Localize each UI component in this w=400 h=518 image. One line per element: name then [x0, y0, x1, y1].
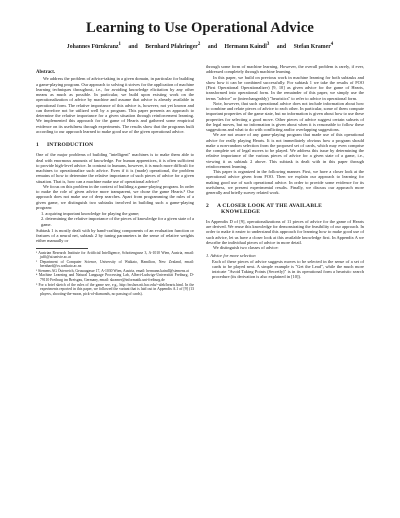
body-paragraph: One of the major problems of building "intelligent" machines is to make them able to deal with enormous amounts of knowledge. For human apprentices, it is often sufficient to provide high-level advice. In contrast to humans, however, it is much more difficult for machines to operationalize such advice. Even if it is (made) operational, the problem remains of how to determine the relative importance of such pieces of advice for a given situation. That is, how can a machine make use of operational advice? — [36, 152, 194, 184]
section-title: INTRODUCTION — [46, 142, 94, 148]
body-paragraph: Subtask 1 is mostly dealt with by hand-crafting components of an evaluation function or features of a neural net, subtask 2 by tuning parameters in the sense of relative weights either manually or — [36, 227, 194, 244]
author-mark: 2 — [197, 42, 201, 47]
and-word: and — [128, 43, 138, 50]
footnote: ¹ Austrian Research Institute for Artificial Intelligence, Schottengasse 3, A-1010 Wien, Austria, email: juffi@ai.univie.ac.at — [36, 250, 194, 260]
left-column — [36, 70, 194, 296]
body-paragraph: Note, however, that such operational advice does not include information about how to combine and relate pieces of advice to each other. In particular, some of them compute important properties of the game state, but no information is given about how to use these properties for selecting a good move. Other pieces of advice suggest certain subsets of the legal moves, but no information is given about when it is reasonable to follow these suggestions and what to do with conflicting and/or overlapping suggestions. — [206, 100, 364, 132]
section-number: 2 — [206, 203, 209, 210]
section-title: A CLOSER LOOK AT THE AVAILABLE — [216, 203, 322, 210]
body-paragraph: We focus on this problem in the context of building a game-playing program. In order to make the role of given advice more transparent, we chose the game Hearts.⁵ Our approach does not make use of deep searches. Apart from programming the rules of a given game, we distinguish two subtasks involved in building such a game-playing program: — [36, 183, 194, 210]
footnote: ² Department of Computer Science, University of Waikato, Hamilton, New Zealand, email: bernhard@cs.waikato.ac.nz — [36, 259, 194, 269]
section-heading — [206, 204, 364, 215]
and-word: and — [276, 43, 287, 50]
abstract-heading: Abstract. — [36, 70, 56, 75]
footnote: ⁴ Machine Learning and Natural Language Processing Lab, Albert-Ludwigs-Universität Freiburg, D-79110 Freiburg im Breisgau, Germany, email: skramer@informatik.uni-freiburg.de — [36, 273, 194, 283]
list-item: 1. acquiring important knowledge for playing the game; — [41, 211, 140, 216]
author-name: Stefan Kramer — [293, 43, 331, 50]
subtask-list — [36, 211, 194, 227]
footnote: ⁵ For a brief sketch of the rules of the game see, e.g., http://mslsrn.nit.bac.edu/~alek/hearts.html. In the experiments reported in this paper, we followed the variant that is laid out in Appendix A.1 of [9] (13 players, shooting-the-moon, pick-of-diamonds, no passing of cards). — [36, 282, 194, 296]
body-paragraph: In this paper, we build on previous work in machine learning for both subtasks and show how it can be combined successfully. For subtask 1 we take the results of FOO (First Operational Operationalizer) [9, 10] as given advice for the game of Hearts, transformed into operational form. In the remainder of this paper, we simply use the terms "advice" or (interchangeably) "heuristics" to refer to advice in operational form. — [206, 74, 364, 101]
author-mark: 4 — [330, 42, 334, 47]
author-mark: 3 — [266, 42, 270, 47]
body-paragraph: We are not aware of any game-playing program that made use of this operational advice for really playing Hearts. It is not immediately obvious how a program should make a non-random selection from the proposed set of cards, which may even comprise the complete set of legal moves to be played. We address this issue by determining the relative importance of the various pieces of advice for a given state of a game, i.e., viewing it as subtask 2 above. This subtask is dealt with in this paper through reinforcement learning. — [206, 132, 364, 169]
right-column — [206, 64, 364, 280]
section-heading — [36, 143, 194, 148]
abstract-text: We address the problem of advice-taking in a given domain, in particular for building a game-playing program. Our approach to solving it strives for the application of machine learning techniques throughout, i.e., for avoiding knowledge elicitation by any other means as much as possible. In particular, we build upon existing work on the operationalization of advice by machine and assume that advice is already available in operational form. The relative importance of this advice is, however, not yet known and can therefore not be utilized well by a program. This paper presents an approach to determine the relative importance for a given situation through reinforcement learning. We implemented this approach for the game of Hearts and gathered some empirical evidence on its usefulness through experiments. The results show that the programs built according to our approach learned to make good use of the given operational advice. — [36, 76, 195, 134]
author-name: Hermann Kaindl — [224, 43, 267, 50]
body-paragraph: Each of these pieces of advice suggests moves to be selected in the sense of a set of cards to be played next. A simple example is "Get the Lead", while the much more intricate "Avoid Taking Points (Secretly)" is in its operational form a heuristic search procedure (its derivation is also explained in [10]). — [212, 258, 364, 280]
section-title-continued: KNOWLEDGE — [221, 208, 261, 215]
body-paragraph: We distinguish two classes of advice: — [213, 245, 279, 250]
author-mark: 1 — [118, 42, 121, 47]
body-paragraph: In Appendix D of [9], operationalizations of 11 pieces of advice for the game of Hearts are derived. We reuse this knowledge for demonstrating the feasibility of our approach. In order to make it easier to understand this approach for learning how to make good use of such advice, let us have a closer look at this available knowledge first. In Appendix A we describe the individual pieces of advice in more detail. — [206, 218, 364, 245]
author-line — [0, 42, 400, 50]
list-item: 2. determining the relative importance of the pieces of knowledge for a given state of a game. — [41, 216, 194, 227]
and-word: and — [207, 43, 218, 50]
footnote: ³ Siemens AG Österreich, Geusaugasse 17, A-1030 Wien, Austria, email: hermann.kaindl@siemens.at — [36, 268, 189, 273]
paper-title: Learning to Use Operational Advice — [86, 20, 314, 36]
footnote-rule — [36, 248, 88, 249]
footnotes — [36, 251, 194, 297]
section-number: 1 — [36, 142, 39, 148]
body-paragraph: through some form of machine learning. However, the overall problem is rarely, if ever, addressed completely through machine learning. — [206, 64, 364, 75]
author-name: Johannes Fürnkranz — [66, 43, 119, 50]
author-name: Bernhard Pfahringer — [145, 43, 198, 50]
advice-class-heading: 1. Advice for move selection — [206, 253, 256, 259]
body-paragraph: This paper is organized in the following manner. First, we have a closer look at the operational advice given from FOO. Then we explain our approach to learning for making good use of such operational advice. In order to provide some evidence for its usefulness, we present experimental results. Finally, we discuss our approach more generally and briefly survey related work. — [206, 169, 364, 195]
